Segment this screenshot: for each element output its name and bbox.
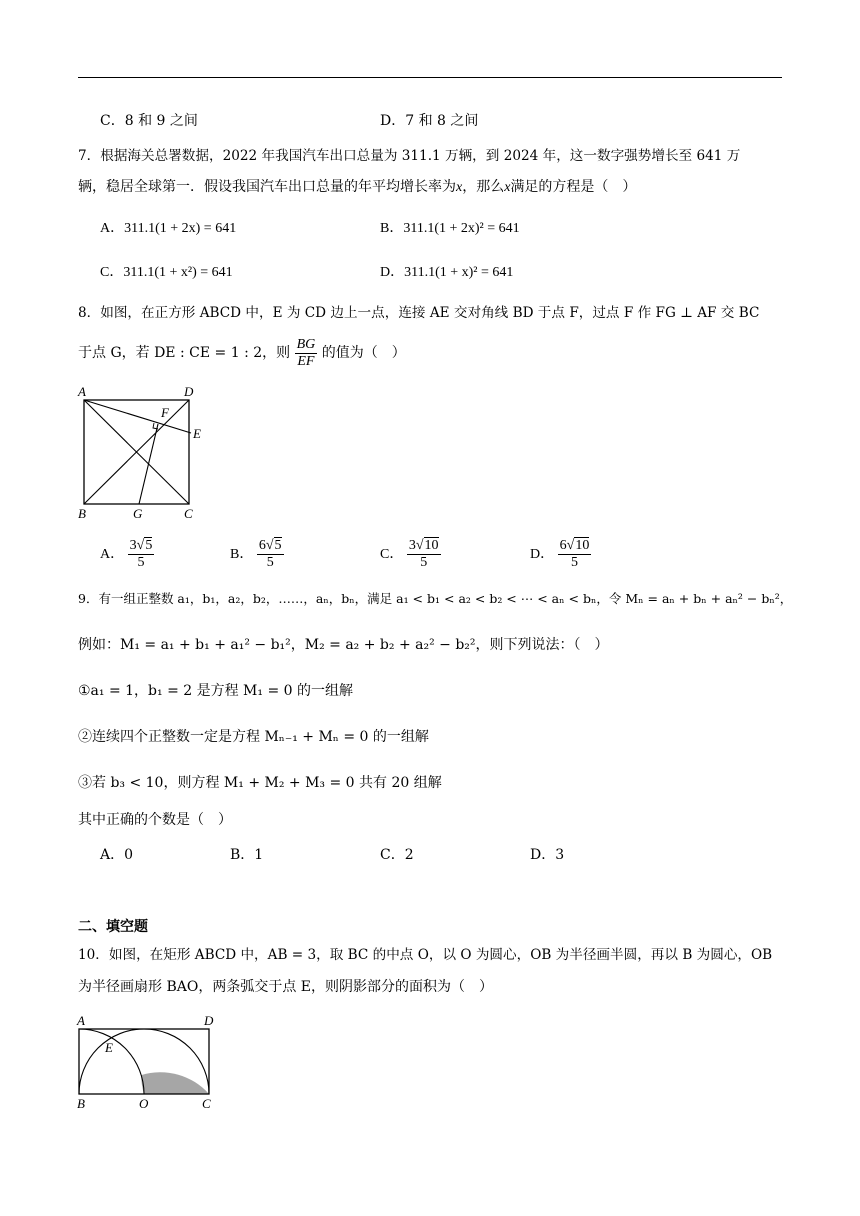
- q9-option-c: C．2: [380, 847, 414, 863]
- shaded-region: [141, 1072, 209, 1094]
- segment-fg: [139, 424, 158, 504]
- q8-fraction: $\frac{BG}{EF}$: [296, 336, 316, 369]
- label-d: D: [204, 1013, 214, 1028]
- q7-option-c: C．311.1(1 + x²) = 641: [100, 265, 233, 280]
- q9-question: 其中正确的个数是（ ）: [78, 812, 232, 828]
- q10-stem-line2: 为半径画扇形 BAO，两条弧交于点 E，则阴影部分的面积为（ ）: [78, 979, 493, 995]
- q8-option-d: D． $\frac{6√10}{5}$: [530, 538, 590, 571]
- label-b: B: [77, 1096, 85, 1111]
- q8-stem-line1: 8．如图，在正方形 ABCD 中，E 为 CD 边上一点，连接 AE 交对角线 BD 于点 F，过点 F 作 FG ⊥ AF 交 BC: [78, 305, 760, 321]
- q7-option-b: B．311.1(1 + 2x)² = 641: [380, 221, 520, 236]
- sector-arc: [79, 1029, 144, 1094]
- q9-option-d: D．3: [530, 847, 565, 863]
- q8-option-c: C． $\frac{3√10}{5}$: [380, 538, 439, 571]
- q8-option-b: B． $\frac{6√5}{5}$: [230, 538, 282, 571]
- q8-stem-line2: 于点 G，若 DE : CE = 1 : 2，则 $\frac{BG}{EF}$ 的值为（ ）: [78, 336, 406, 369]
- q10-stem-line1: 10．如图，在矩形 ABCD 中，AB = 3，取 BC 的中点 O，以 O 为圆心，OB 为半径画半圆，再以 B 为圆心，OB: [78, 947, 773, 963]
- q7-option-d: D．311.1(1 + x)² = 641: [380, 265, 514, 280]
- label-d: D: [184, 384, 194, 399]
- label-c: C: [202, 1096, 211, 1111]
- label-e: E: [193, 426, 201, 441]
- q9-statement-2: ②连续四个正整数一定是方程 Mₙ₋₁ + Mₙ = 0 的一组解: [78, 729, 429, 745]
- q6-option-c: C．8 和 9 之间: [100, 113, 198, 129]
- q9-stem-line1: 9．有一组正整数 a₁，b₁，a₂，b₂，……，aₙ，bₙ，满足 a₁ < b₁ < a₂ < b₂ < ⋯ < aₙ < bₙ，令 Mₙ = aₙ + bₙ + aₙ² − bₙ²，: [78, 591, 793, 606]
- q7-var-x2: x: [504, 180, 511, 195]
- q9-stem-line2: 例如：M₁ = a₁ + b₁ + a₁² − b₁²，M₂ = a₂ + b₂ + a₂² − b₂²，则下列说法：（ ）: [78, 637, 609, 653]
- label-a: A: [77, 1013, 85, 1028]
- q6-option-d: D．7 和 8 之间: [380, 113, 479, 129]
- header-rule: [78, 77, 782, 78]
- section-title: 二、填空题: [78, 919, 148, 935]
- label-b: B: [78, 506, 86, 521]
- label-a: A: [78, 384, 86, 399]
- label-f: F: [161, 405, 169, 420]
- label-o: O: [139, 1096, 149, 1111]
- q7-stem-line2: 辆，稳居全球第一．假设我国汽车出口总量的年平均增长率为x，那么x满足的方程是（ ）: [78, 179, 637, 195]
- q9-statement-3: ③若 b₃ < 10，则方程 M₁ + M₂ + M₃ = 0 共有 20 组解: [78, 775, 442, 791]
- q10-rectangle-figure: [74, 1010, 224, 1114]
- q7-stem-line1: 7．根据海关总署数据，2022 年我国汽车出口总量为 311.1 万辆，到 2024 年，这一数字强势增长至 641 万: [78, 148, 741, 164]
- q9-option-b: B．1: [230, 847, 264, 863]
- q9-statement-1: ①a₁ = 1，b₁ = 2 是方程 M₁ = 0 的一组解: [78, 683, 353, 699]
- label-g: G: [133, 506, 143, 521]
- q7-var-x: x: [456, 180, 463, 195]
- q7-option-a: A．311.1(1 + 2x) = 641: [100, 221, 237, 236]
- label-c: C: [184, 506, 193, 521]
- q8-square-figure: [74, 382, 214, 522]
- label-e: E: [105, 1040, 113, 1055]
- q9-option-a: A．0: [100, 847, 134, 863]
- q8-option-a: A． $\frac{3√5}{5}$: [100, 538, 153, 571]
